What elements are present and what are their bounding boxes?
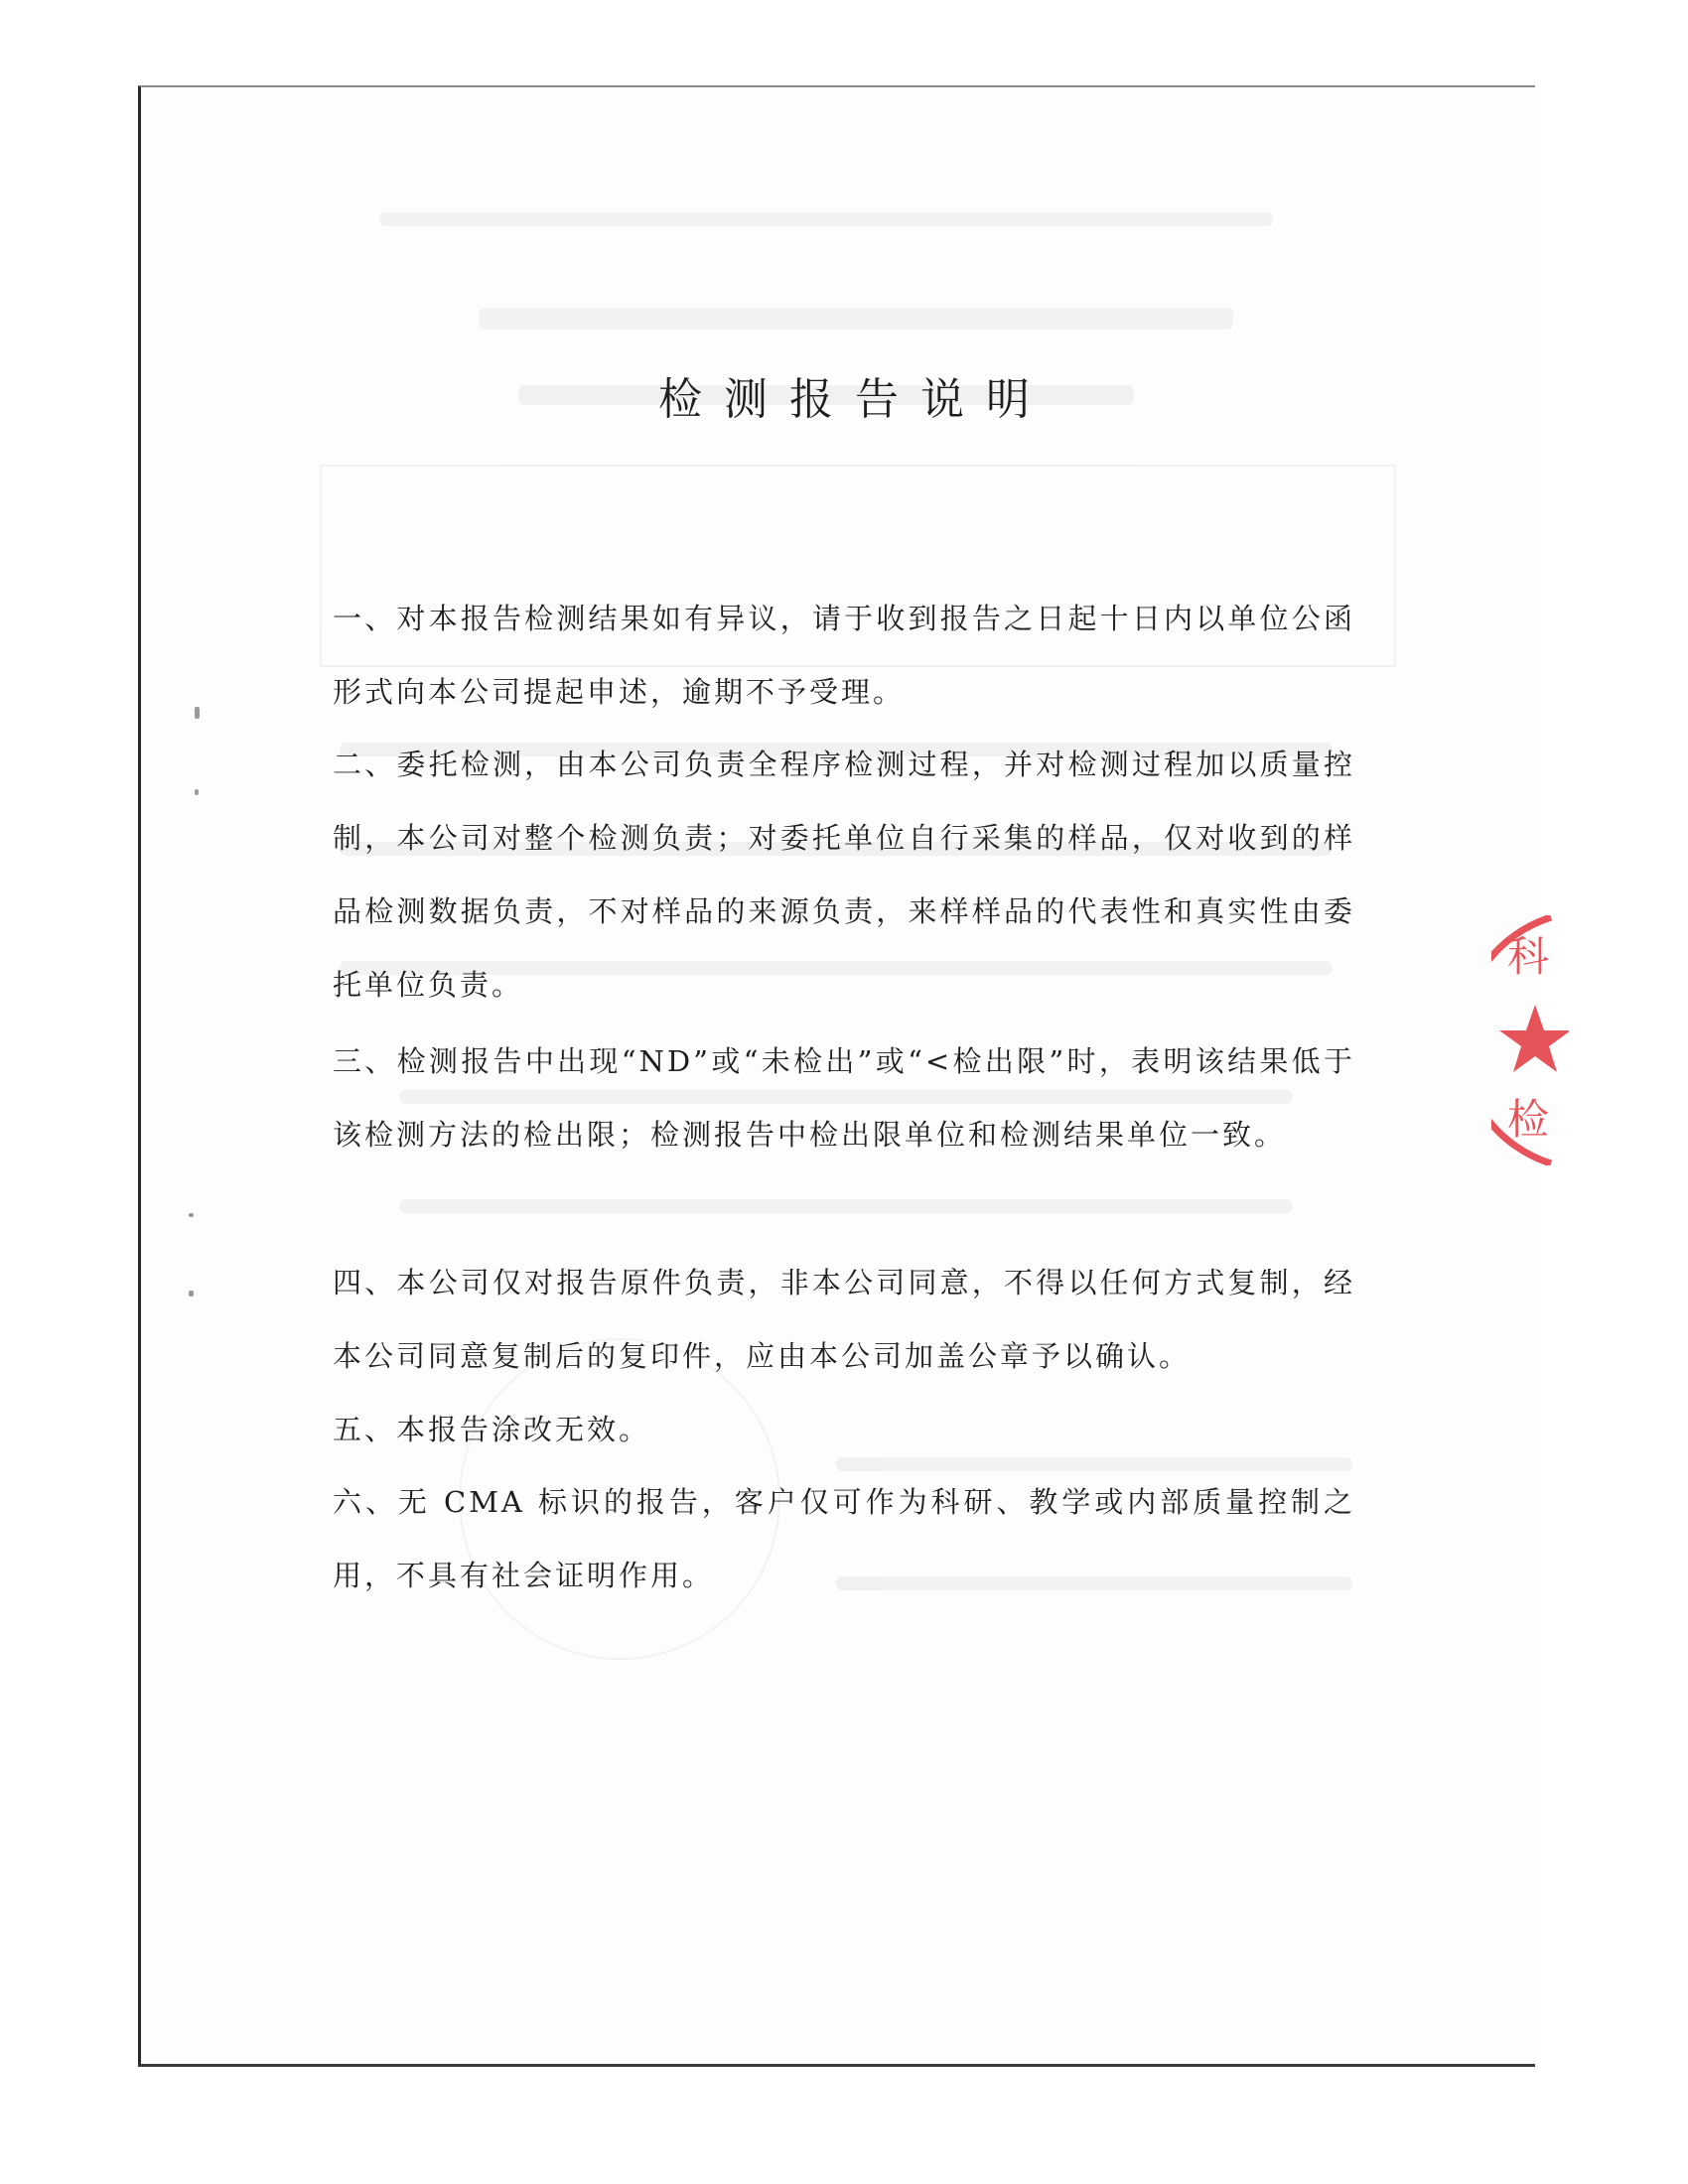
company-seal-stamp bbox=[1491, 915, 1569, 1165]
stamp-char-2: 检 bbox=[1507, 1095, 1550, 1144]
scan-edge-mark bbox=[189, 1291, 194, 1297]
clause-2: 二、委托检测，由本公司负责全程序检测过程，并对检测过程加以质量控制，本公司对整个检测负责；对委托单位自行采集的样品，仅对收到的样品检测数据负责，不对样品的来源负责，来样样品的代表性和真实性由委托单位负责。 bbox=[333, 748, 1355, 1002]
scan-edge-mark bbox=[195, 707, 200, 719]
document-title: 检测报告说明 bbox=[658, 374, 1052, 425]
clause-4: 四、本公司仅对报告原件负责，非本公司同意，不得以任何方式复制，经本公司同意复制后的复印件，应由本公司加盖公章予以确认。 bbox=[333, 1266, 1355, 1373]
scan-edge-mark bbox=[189, 1213, 194, 1217]
clause-6: 六、无 CMA 标识的报告，客户仅可作为科研、教学或内部质量控制之用，不具有社会证明作用。 bbox=[333, 1485, 1355, 1592]
stamp-char-1: 科 bbox=[1507, 932, 1550, 981]
scan-edge-mark bbox=[195, 789, 199, 795]
clause-5: 五、本报告涂改无效。 bbox=[333, 1413, 651, 1446]
clause-1: 一、对本报告检测结果如有异议，请于收到报告之日起十日内以单位公函形式向本公司提起申述，逾期不予受理。 bbox=[333, 602, 1355, 709]
clause-3: 三、检测报告中出现“ND”或“未检出”或“<检出限”时，表明该结果低于该检测方法的检出限；检测报告中检出限单位和检测结果单位一致。 bbox=[333, 1044, 1355, 1152]
stamp-star-icon bbox=[1499, 1005, 1569, 1072]
